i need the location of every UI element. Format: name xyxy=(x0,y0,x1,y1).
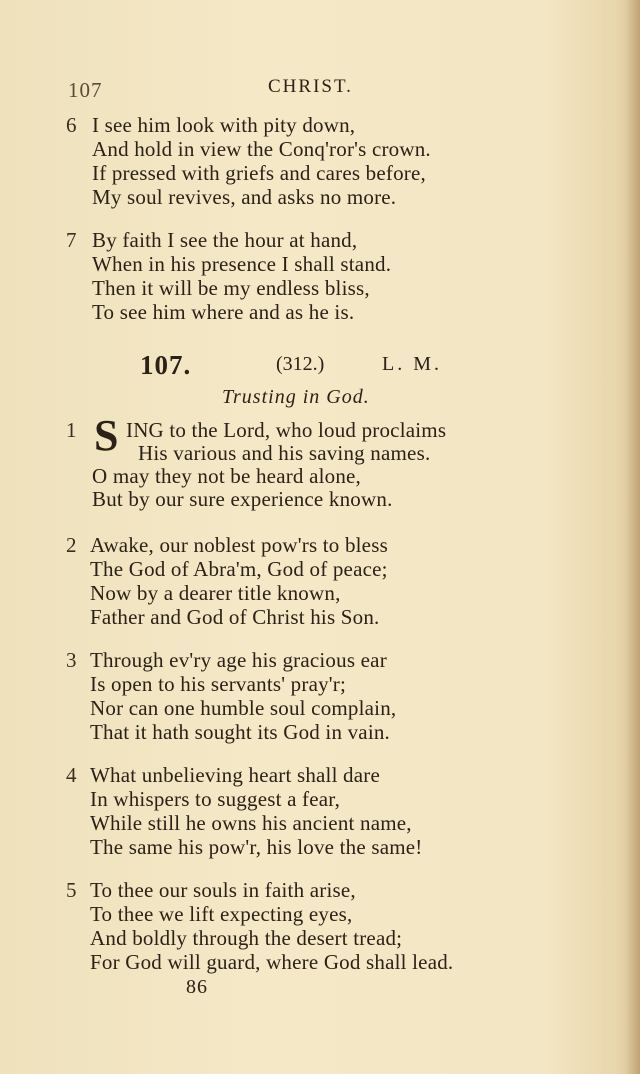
verse-line: By faith I see the hour at hand, xyxy=(92,228,358,252)
verse-line: I see him look with pity down, xyxy=(92,113,356,137)
hymn-alt-number: (312.) xyxy=(276,353,325,375)
stanza-number: 2 xyxy=(66,533,77,557)
page-number: 107 xyxy=(68,78,103,102)
verse-line: ING to the Lord, who loud proclaims xyxy=(126,418,447,442)
verse-line: And boldly through the desert tread; xyxy=(90,926,403,950)
verse-line: O may they not be heard alone, xyxy=(92,464,361,488)
verse-line: His various and his saving names. xyxy=(138,441,431,465)
verse-line: Father and God of Christ his Son. xyxy=(90,605,380,629)
verse-line: Then it will be my endless bliss, xyxy=(92,276,370,300)
hymn-number: 107. xyxy=(140,350,192,380)
verse-line: To see him where and as he is. xyxy=(92,300,355,324)
drop-cap: S xyxy=(94,411,119,460)
verse-line: But by our sure experience known. xyxy=(92,487,393,511)
verse-line: If pressed with griefs and cares before, xyxy=(92,161,426,185)
verse-line: Now by a dearer title known, xyxy=(90,581,341,605)
page-edge-shadow xyxy=(626,0,640,1074)
verse-line: For God will guard, where God shall lead. xyxy=(90,950,454,974)
stanza-number: 6 xyxy=(66,113,77,137)
signature-mark: 86 xyxy=(186,976,208,998)
running-header: CHRIST. xyxy=(268,76,353,97)
hymn-meter: L. M. xyxy=(382,353,442,375)
verse-line: The God of Abra'm, God of peace; xyxy=(90,557,388,581)
verse-line: Awake, our noblest pow'rs to bless xyxy=(90,533,388,557)
stanza-number: 4 xyxy=(66,763,77,787)
verse-line: That it hath sought its God in vain. xyxy=(90,720,391,744)
verse-line: Nor can one humble soul complain, xyxy=(90,696,397,720)
stanza-number: 7 xyxy=(66,228,77,252)
stanza-number: 1 xyxy=(66,418,77,442)
verse-line: To thee we lift expecting eyes, xyxy=(90,902,353,926)
verse-line: To thee our souls in faith arise, xyxy=(90,878,356,902)
verse-line: When in his presence I shall stand. xyxy=(92,252,392,276)
verse-line: Through ev'ry age his gracious ear xyxy=(90,648,387,672)
verse-line: And hold in view the Conq'ror's crown. xyxy=(92,137,431,161)
verse-line: What unbelieving heart shall dare xyxy=(90,763,380,787)
hymn-title: Trusting in God. xyxy=(222,386,370,408)
verse-line: Is open to his servants' pray'r; xyxy=(90,672,347,696)
verse-line: My soul revives, and asks no more. xyxy=(92,185,397,209)
stanza-number: 3 xyxy=(66,648,77,672)
verse-line: In whispers to suggest a fear, xyxy=(90,787,341,811)
stanza-number: 5 xyxy=(66,878,77,902)
verse-line: While still he owns his ancient name, xyxy=(90,811,412,835)
verse-line: The same his pow'r, his love the same! xyxy=(90,835,423,859)
